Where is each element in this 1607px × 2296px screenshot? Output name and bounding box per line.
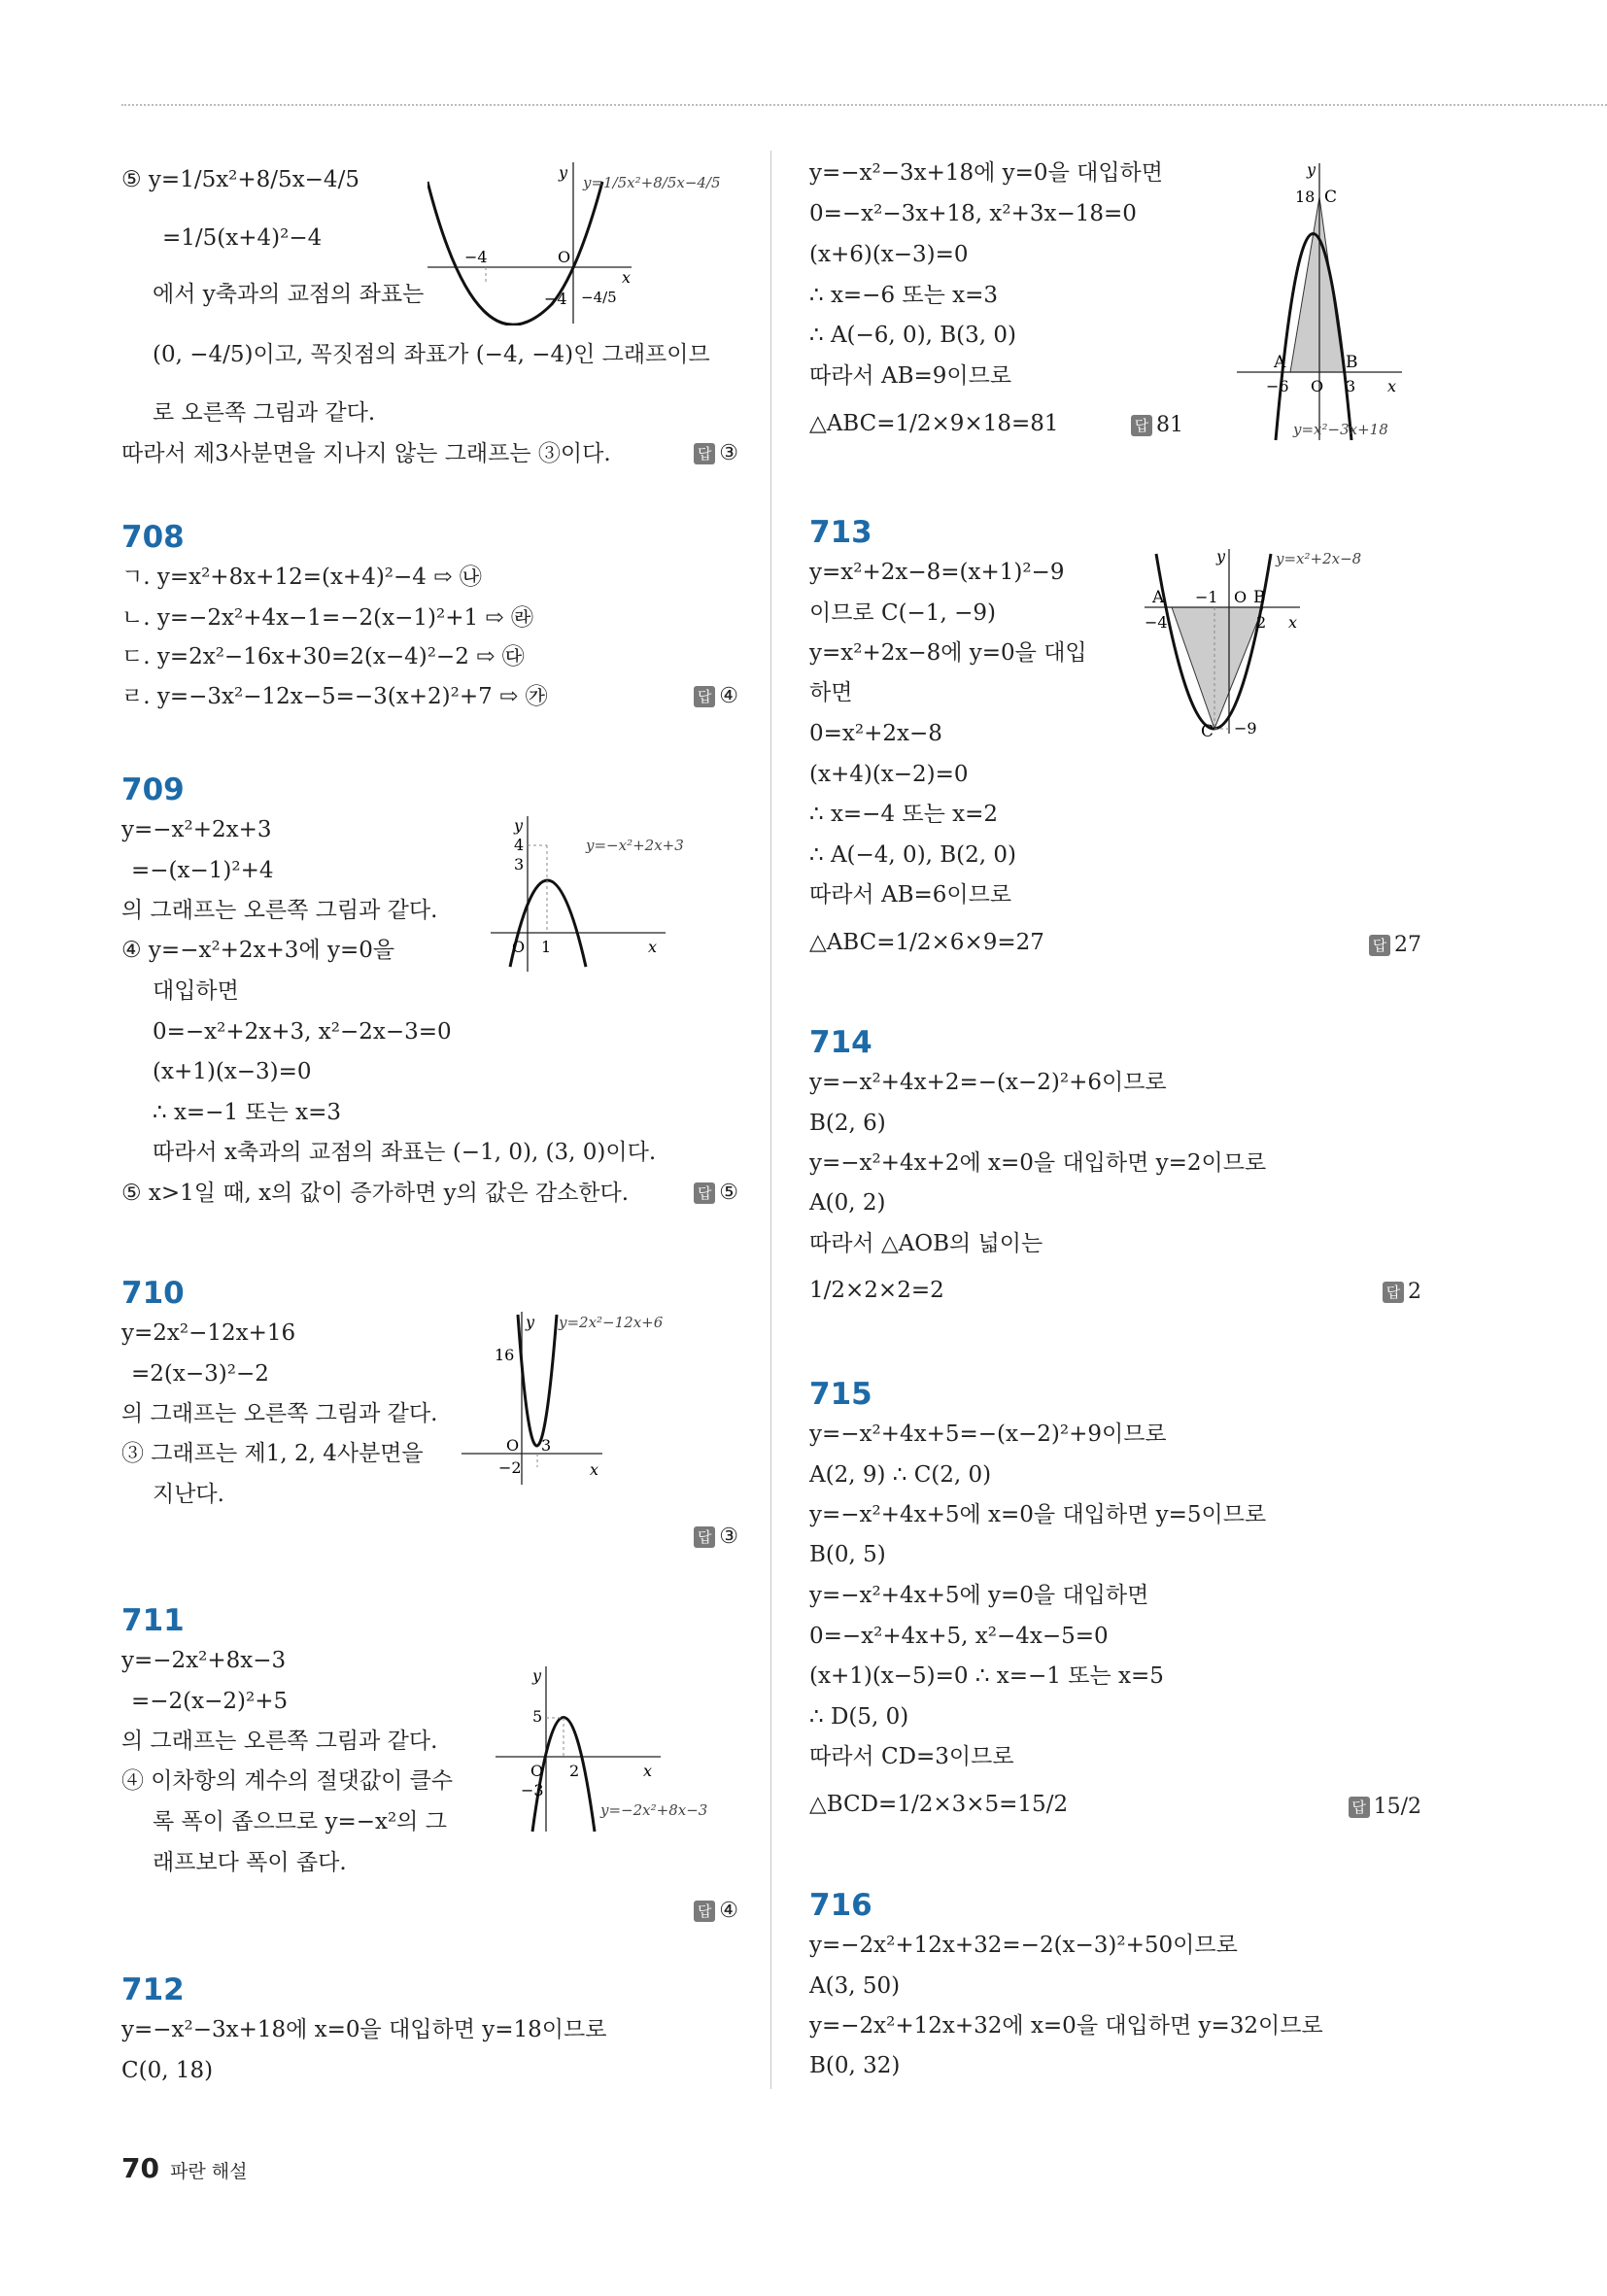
- solution-line: B(0, 32): [809, 2053, 901, 2078]
- problem-number: 716: [809, 1888, 872, 1923]
- solution-line: ③ 그래프는 제1, 2, 4사분면을: [121, 1441, 424, 1466]
- solution-line: 따라서 CD=3이므로: [809, 1744, 1014, 1769]
- page-number: 70: [121, 2152, 159, 2184]
- solution-line: ⑤ y=1/5x²+8/5x−4/5: [121, 167, 359, 192]
- answer: [694, 441, 738, 465]
- solution-line: 래프보다 폭이 좁다.: [153, 1850, 347, 1875]
- solution-line: 하면: [809, 680, 853, 705]
- solution-line: B(0, 5): [809, 1542, 886, 1567]
- solution-line: (0, −4/5)이고, 꼭짓점의 좌표가 (−4, −4)인 그래프이므: [153, 342, 710, 367]
- origin-label: O: [1311, 377, 1324, 395]
- solution-line: △ABC=1/2×6×9=27: [809, 930, 1044, 955]
- answer-badge: 답: [1369, 935, 1390, 956]
- solution-line: =−2(x−2)²+5: [131, 1689, 289, 1714]
- solution-line: A(0, 2): [809, 1190, 886, 1216]
- origin-label: O: [558, 248, 571, 266]
- problem-number: 714: [809, 1025, 872, 1060]
- answer-badge: 답: [694, 443, 715, 464]
- solution-line: =−(x−1)²+4: [131, 858, 274, 883]
- solution-line: 의 그래프는 오른쪽 그림과 같다.: [121, 898, 438, 923]
- solution-line: 대입하면: [153, 978, 239, 1004]
- solution-line: 의 그래프는 오른쪽 그림과 같다.: [121, 1401, 438, 1426]
- x-label: x: [590, 1460, 599, 1479]
- tick-label: 2: [569, 1762, 580, 1780]
- origin-label: O: [512, 938, 526, 956]
- curve-equation: y=−2x²+8x−3: [600, 1801, 708, 1819]
- y-label: y: [1307, 160, 1316, 179]
- curve-equation: y=−x²+2x+3: [586, 837, 684, 854]
- problem-number: 709: [121, 772, 185, 807]
- solution-line: y=−2x²+12x+32=−2(x−3)²+50이므로: [809, 1933, 1238, 1958]
- answer-value: ⑤: [719, 1181, 738, 1205]
- answer-badge: 답: [694, 1182, 715, 1204]
- tick-label: −2: [498, 1458, 522, 1477]
- solution-line: ∴ A(−6, 0), B(3, 0): [809, 323, 1017, 348]
- tick-label: −1: [1195, 588, 1218, 606]
- solution-line: y=−x²+4x+5에 x=0을 대입하면 y=5이므로: [809, 1502, 1267, 1527]
- solution-line: 0=−x²+4x+5, x²−4x−5=0: [809, 1624, 1109, 1649]
- problem-number: 710: [121, 1276, 185, 1311]
- answer-badge: 답: [1383, 1282, 1404, 1303]
- answer-badge: 답: [1349, 1797, 1370, 1818]
- solution-line: 따라서 AB=9이므로: [809, 363, 1012, 389]
- solution-line: ㄹ. y=−3x²−12x−5=−3(x+2)²+7 ⇨ ㉮: [121, 684, 548, 709]
- solution-line: =2(x−3)²−2: [131, 1361, 269, 1387]
- problem-number: 713: [809, 515, 872, 550]
- parabola-curve: [427, 182, 602, 325]
- tick-label: −4/5: [581, 289, 617, 306]
- origin-label: O: [530, 1762, 544, 1780]
- solution-line: 따라서 x축과의 교점의 좌표는 (−1, 0), (3, 0)이다.: [153, 1140, 657, 1165]
- column-divider: [770, 151, 771, 2089]
- solution-line: y=−x²−3x+18에 x=0을 대입하면 y=18이므로: [121, 2017, 607, 2042]
- solution-line: 따라서 제3사분면을 지나지 않는 그래프는 ③이다.: [121, 441, 611, 466]
- x-label: x: [643, 1762, 653, 1780]
- solution-line: y=x²+2x−8에 y=0을 대입: [809, 640, 1087, 666]
- tick-label: 1: [541, 938, 552, 956]
- origin-label: O: [1234, 588, 1248, 606]
- solution-line: 0=−x²+2x+3, x²−2x−3=0: [153, 1019, 452, 1045]
- parabola-curve: [518, 1315, 557, 1446]
- answer-value: 81: [1156, 413, 1183, 437]
- answer: [1131, 413, 1183, 437]
- y-label: y: [514, 816, 524, 835]
- solution-line: y=−x²+4x+5=−(x−2)²+9이므로: [809, 1422, 1167, 1447]
- solution-line: ∴ x=−4 또는 x=2: [809, 802, 999, 827]
- tick-label: 2: [1256, 613, 1267, 632]
- answer-value: ③: [719, 441, 738, 465]
- tick-label: 3: [1346, 377, 1356, 395]
- tick-label: −9: [1234, 719, 1257, 737]
- solution-line: =1/5(x+4)²−4: [162, 225, 323, 251]
- tick-label: −4: [544, 290, 567, 308]
- solution-line: ∴ D(5, 0): [809, 1704, 909, 1730]
- tick-label: −4: [464, 248, 488, 266]
- problem-number: 712: [121, 1972, 185, 2007]
- solution-line: C(0, 18): [121, 2058, 214, 2083]
- x-label: x: [648, 938, 658, 956]
- top-rule: [121, 104, 1607, 106]
- point-label: A: [1274, 353, 1286, 372]
- solution-line: 0=−x²−3x+18, x²+3x−18=0: [809, 201, 1137, 226]
- curve-equation: y=2x²−12x+6: [559, 1314, 664, 1331]
- solution-line: y=−2x²+12x+32에 x=0을 대입하면 y=32이므로: [809, 2013, 1323, 2039]
- answer-value: 15/2: [1373, 1795, 1421, 1819]
- tick-label: 4: [514, 836, 525, 854]
- answer-badge: 답: [694, 1526, 715, 1548]
- y-label: y: [559, 163, 568, 182]
- solution-line: ④ y=−x²+2x+3에 y=0을: [121, 938, 395, 963]
- graph-709: [491, 811, 738, 977]
- x-label: x: [622, 268, 632, 287]
- answer-value: 27: [1394, 933, 1421, 957]
- solution-line: 따라서 △AOB의 넓이는: [809, 1231, 1043, 1256]
- answer: [1369, 933, 1421, 957]
- page-label: 파란 해설: [170, 2161, 248, 2182]
- answer-badge: 답: [1131, 415, 1152, 436]
- answer: [694, 1899, 738, 1923]
- solution-line: ∴ x=−6 또는 x=3: [809, 283, 999, 308]
- solution-line: y=−x²−3x+18에 y=0을 대입하면: [809, 160, 1163, 186]
- tick-label: 18: [1295, 188, 1316, 206]
- solution-line: A(2, 9) ∴ C(2, 0): [809, 1462, 992, 1488]
- graph-713: [1145, 544, 1421, 738]
- graph-712: [1237, 154, 1421, 445]
- solution-line: 에서 y축과의 교점의 좌표는: [153, 282, 425, 307]
- triangle-abc: [1172, 607, 1263, 729]
- solution-line: y=−x²+4x+5에 y=0을 대입하면: [809, 1583, 1149, 1608]
- problem-number: 708: [121, 520, 185, 555]
- solution-line: 의 그래프는 오른쪽 그림과 같다.: [121, 1729, 438, 1754]
- tick-label: −3: [521, 1781, 544, 1799]
- answer-badge: 답: [694, 1901, 715, 1922]
- tick-label: 5: [532, 1707, 543, 1726]
- solution-line: y=2x²−12x+16: [121, 1320, 296, 1346]
- answer-badge: 답: [694, 686, 715, 707]
- point-label: C: [1324, 188, 1338, 207]
- solution-line: ④ 이차항의 계수의 절댓값이 클수: [121, 1768, 454, 1794]
- solution-line: ∴ A(−4, 0), B(2, 0): [809, 842, 1017, 868]
- origin-label: O: [506, 1436, 520, 1455]
- solution-line: ㄷ. y=2x²−16x+30=2(x−4)²−2 ⇨ ㉰: [121, 644, 525, 669]
- answer: [694, 1525, 738, 1549]
- solution-line: 록 폭이 좁으므로 y=−x²의 그: [153, 1809, 447, 1834]
- triangle-abc: [1290, 197, 1344, 372]
- point-label: B: [1253, 588, 1266, 607]
- curve-equation: y=x²−3x+18: [1293, 421, 1388, 438]
- solution-line: ∴ x=−1 또는 x=3: [153, 1100, 342, 1125]
- solution-line: ㄱ. y=x²+8x+12=(x+4)²−4 ⇨ ㉯: [121, 565, 482, 590]
- solution-line: A(3, 50): [809, 1973, 901, 1999]
- solution-line: 1/2×2×2=2: [809, 1278, 944, 1303]
- solution-line: 지난다.: [153, 1482, 224, 1507]
- solution-line: B(2, 6): [809, 1111, 886, 1136]
- answer: [1383, 1280, 1421, 1304]
- point-label: B: [1346, 353, 1358, 372]
- solution-line: (x+1)(x−5)=0 ∴ x=−1 또는 x=5: [809, 1663, 1164, 1689]
- solution-line: 이므로 C(−1, −9): [809, 600, 996, 626]
- solution-line: ⑤ x>1일 때, x의 값이 증가하면 y의 값은 감소한다.: [121, 1181, 630, 1206]
- solution-line: 로 오른쪽 그림과 같다.: [153, 400, 376, 426]
- curve-equation: y=1/5x²+8/5x−4/5: [583, 174, 721, 191]
- problem-number: 715: [809, 1377, 872, 1412]
- tick-label: 3: [514, 855, 525, 874]
- graph-711: [496, 1662, 738, 1836]
- tick-label: 3: [541, 1436, 552, 1455]
- solution-line: (x+1)(x−3)=0: [153, 1059, 312, 1084]
- answer: [1349, 1795, 1421, 1819]
- answer-value: ④: [719, 1899, 738, 1923]
- solution-line: 0=x²+2x−8: [809, 721, 942, 746]
- solution-line: (x+4)(x−2)=0: [809, 762, 969, 787]
- answer: [694, 1181, 738, 1205]
- solution-line: △ABC=1/2×9×18=81: [809, 411, 1059, 436]
- solution-line: (x+6)(x−3)=0: [809, 242, 969, 267]
- graph-710: [462, 1310, 738, 1490]
- solution-line: y=−x²+4x+2=−(x−2)²+6이므로: [809, 1070, 1167, 1095]
- solution-line: y=−x²+2x+3: [121, 817, 272, 842]
- solution-line: y=−2x²+8x−3: [121, 1648, 287, 1673]
- y-label: y: [526, 1313, 535, 1331]
- answer: [694, 684, 738, 708]
- graph-prev: [427, 160, 738, 326]
- tick-label: −4: [1145, 613, 1168, 632]
- solution-line: 따라서 AB=6이므로: [809, 882, 1012, 908]
- x-label: x: [1288, 613, 1298, 632]
- solution-line: △BCD=1/2×3×5=15/2: [809, 1792, 1069, 1817]
- curve-equation: y=x²+2x−8: [1276, 550, 1362, 567]
- tick-label: 16: [495, 1346, 515, 1364]
- x-label: x: [1387, 377, 1397, 395]
- answer-value: ③: [719, 1525, 738, 1549]
- point-label: C: [1201, 722, 1214, 738]
- y-label: y: [1216, 547, 1226, 565]
- answer-value: 2: [1408, 1280, 1421, 1304]
- solution-line: y=x²+2x−8=(x+1)²−9: [809, 560, 1065, 585]
- solution-line: y=−x²+4x+2에 x=0을 대입하면 y=2이므로: [809, 1150, 1267, 1176]
- page-footer: [121, 2152, 248, 2184]
- solution-line: ㄴ. y=−2x²+4x−1=−2(x−1)²+1 ⇨ ㉱: [121, 605, 533, 631]
- tick-label: −6: [1266, 377, 1289, 395]
- answer-value: ④: [719, 684, 738, 708]
- problem-number: 711: [121, 1603, 185, 1638]
- point-label: A: [1152, 588, 1165, 607]
- y-label: y: [532, 1666, 542, 1685]
